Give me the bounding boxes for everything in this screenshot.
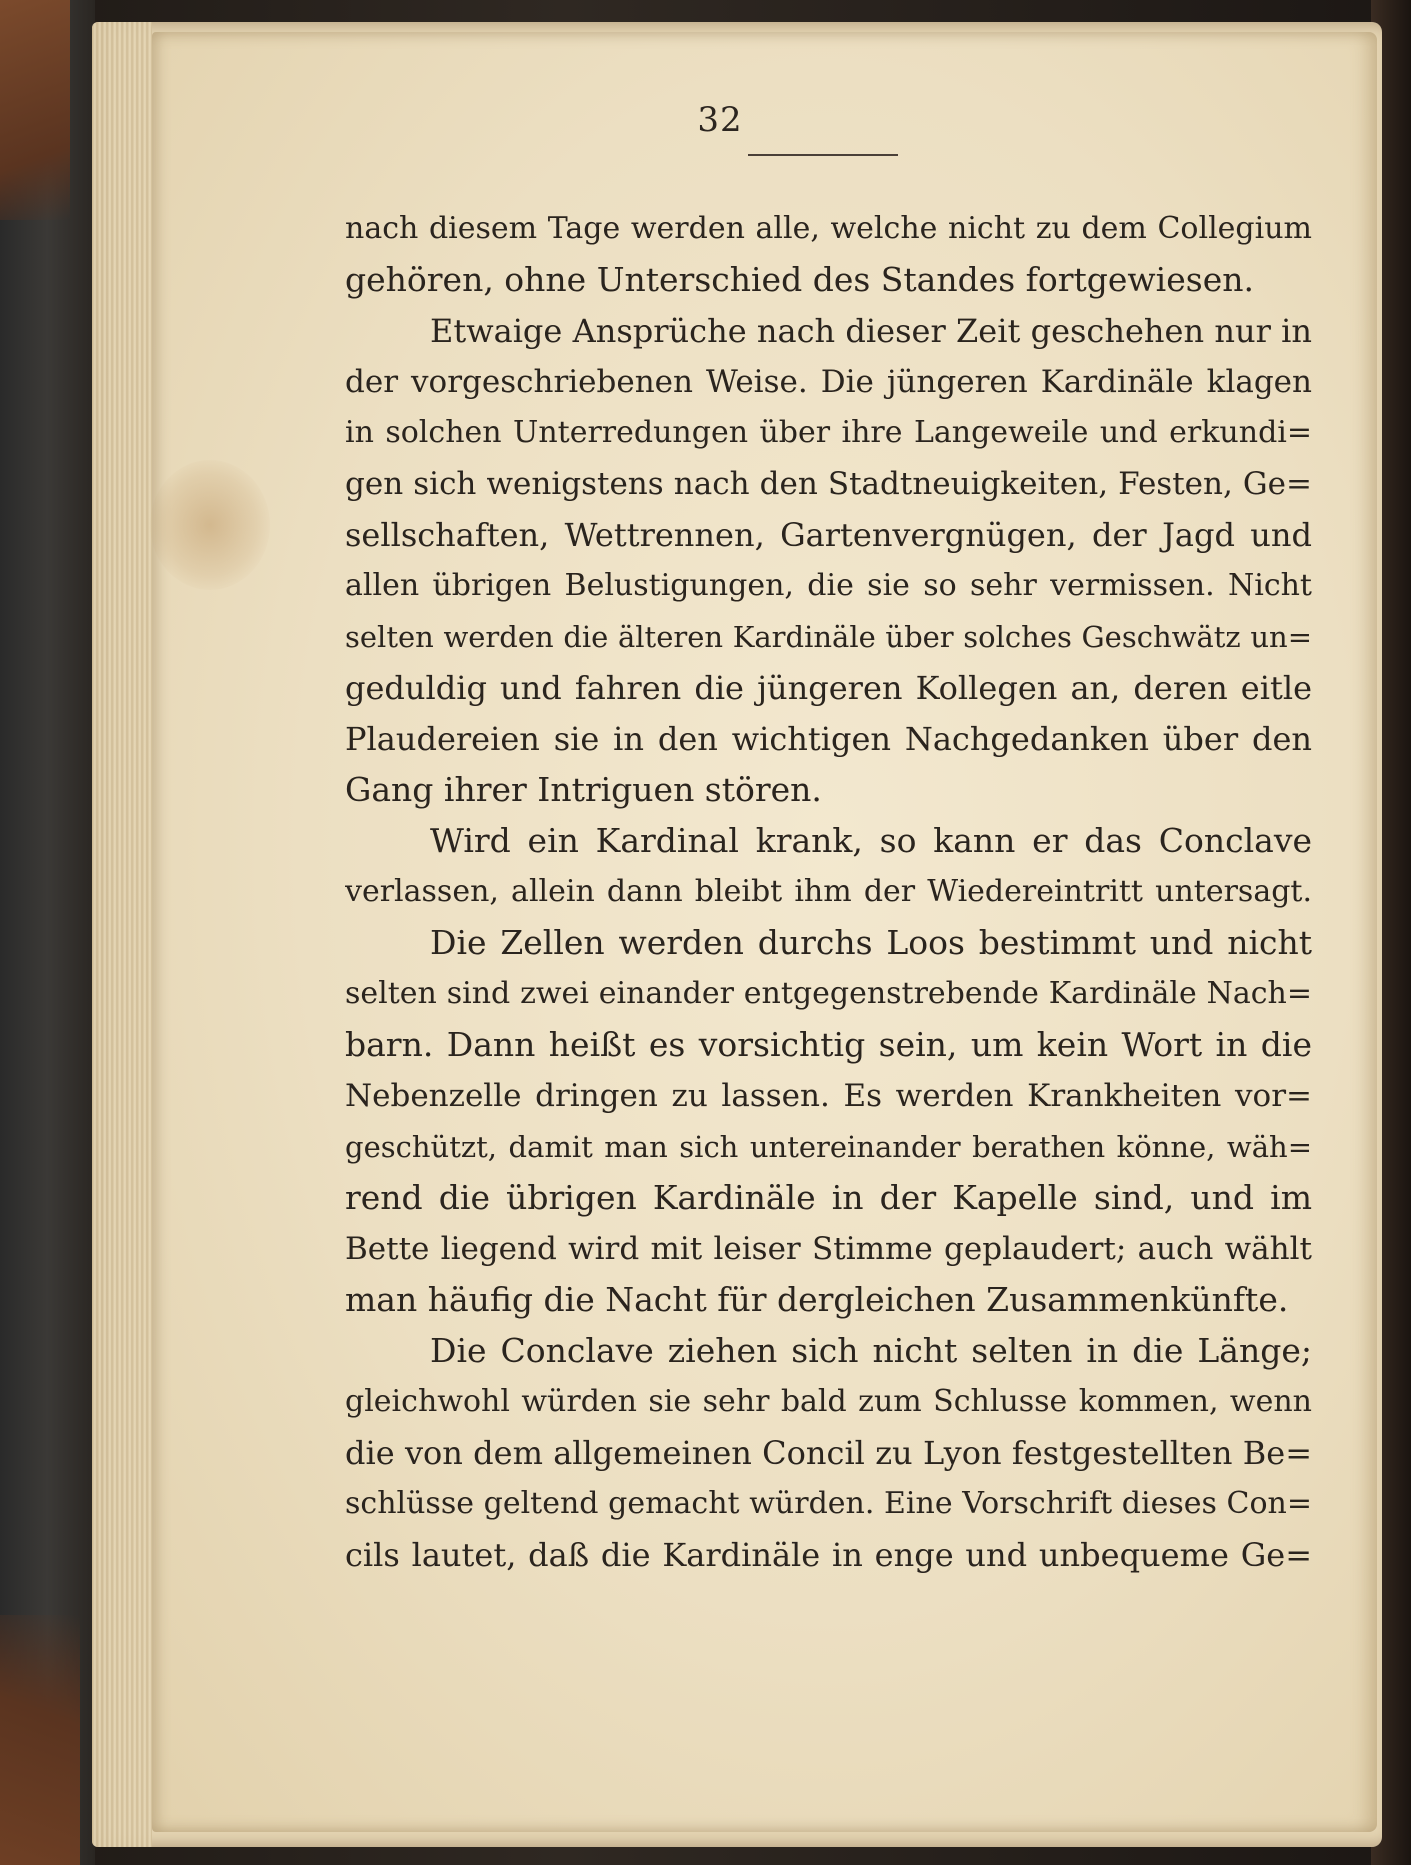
- text-line: man häufig die Nacht für dergleichen Zusammenkünfte.: [345, 1280, 1289, 1319]
- text-line: Bette liegend wird mit leiser Stimme geplaudert; auch wählt: [345, 1231, 1312, 1267]
- paper-stain: [150, 460, 270, 590]
- text-line: gen sich wenigstens nach den Stadtneuigkeiten, Festen, Ge=: [345, 466, 1312, 502]
- text-line: selten werden die älteren Kardinäle über solches Geschwätz un=: [345, 620, 1312, 654]
- leather-corner-top: [0, 0, 70, 220]
- text-line: Die Zellen werden durchs Loos bestimmt und nicht: [430, 923, 1312, 962]
- text-line: schlüsse geltend gemacht würden. Eine Vorschrift dieses Con=: [345, 1486, 1312, 1521]
- text-line: Wird ein Kardinal krank, so kann er das Conclave: [430, 821, 1312, 860]
- text-line: geschützt, damit man sich untereinander berathen könne, wäh=: [345, 1130, 1312, 1164]
- text-line: sellschaften, Wettrennen, Gartenvergnügen, der Jagd und: [345, 516, 1312, 554]
- leather-corner-bottom: [0, 1615, 80, 1865]
- text-line: Die Conclave ziehen sich nicht selten in die Länge;: [430, 1331, 1312, 1370]
- text-line: in solchen Unterredungen über ihre Langeweile und erkundi=: [345, 415, 1312, 450]
- text-line: geduldig und fahren die jüngeren Kollegen an, deren eitle: [345, 669, 1312, 707]
- text-line: die von dem allgemeinen Concil zu Lyon festgestellten Be=: [345, 1434, 1312, 1472]
- text-line: rend die übrigen Kardinäle in der Kapelle sind, und im: [345, 1178, 1312, 1217]
- text-line: barn. Dann heißt es vorsichtig sein, um kein Wort in die: [345, 1025, 1312, 1064]
- text-line: gehören, ohne Unterschied des Standes fortgewiesen.: [345, 260, 1254, 299]
- header-rule: [748, 154, 898, 156]
- text-line: Gang ihrer Intriguen stören.: [345, 770, 822, 809]
- text-line: cils lautet, daß die Kardinäle in enge und unbequeme Ge=: [345, 1536, 1312, 1574]
- text-line: verlassen, allein dann bleibt ihm der Wiedereintritt untersagt.: [345, 874, 1312, 909]
- text-line: selten sind zwei einander entgegenstrebende Kardinäle Nach=: [345, 976, 1312, 1011]
- text-line: der vorgeschriebenen Weise. Die jüngeren Kardinäle klagen: [345, 364, 1312, 400]
- text-line: Nebenzelle dringen zu lassen. Es werden Krankheiten vor=: [345, 1078, 1312, 1114]
- page-number: 32: [697, 100, 743, 140]
- text-line: gleichwohl würden sie sehr bald zum Schlusse kommen, wenn: [345, 1384, 1312, 1419]
- text-line: allen übrigen Belustigungen, die sie so sehr vermissen. Nicht: [345, 568, 1312, 603]
- book-cover-left: [0, 0, 95, 1865]
- text-line: Plaudereien sie in den wichtigen Nachgedanken über den: [345, 720, 1312, 758]
- text-line: Etwaige Ansprüche nach dieser Zeit geschehen nur in: [430, 312, 1312, 350]
- text-line: nach diesem Tage werden alle, welche nicht zu dem Collegium: [345, 211, 1312, 246]
